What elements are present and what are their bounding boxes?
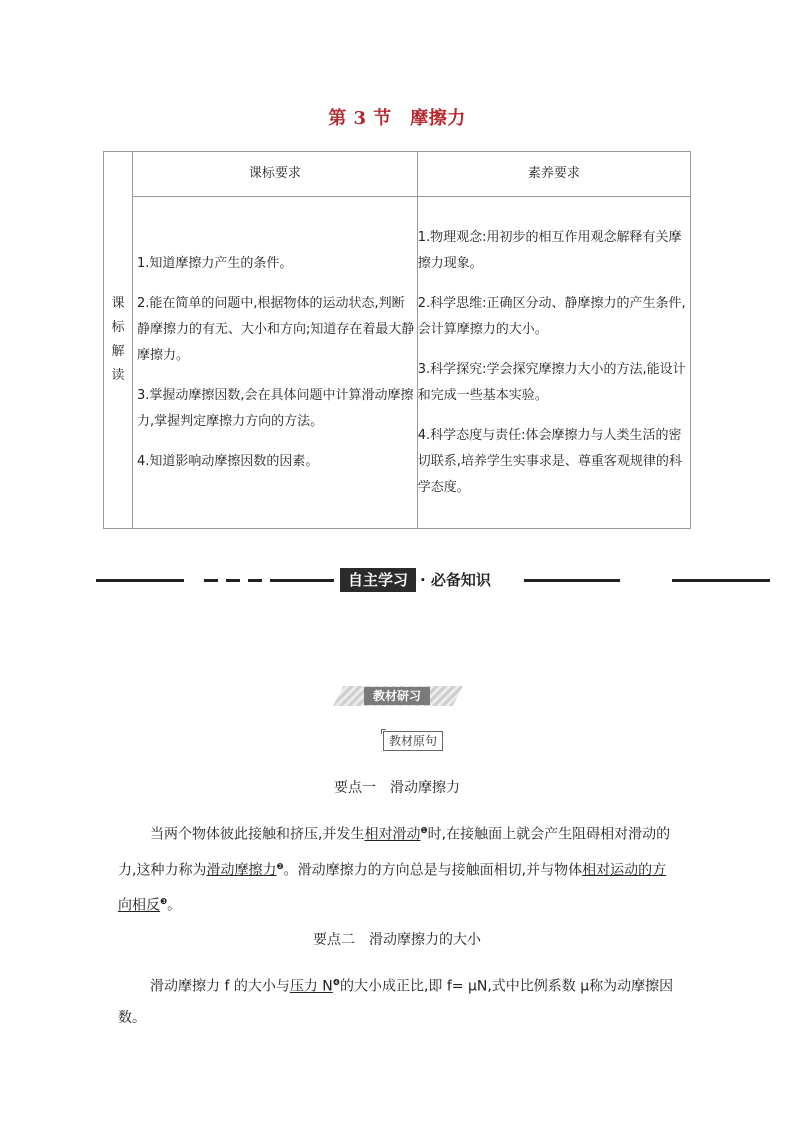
header-curriculum: 课标要求: [133, 152, 418, 197]
banner-text: · 必备知识: [420, 571, 491, 589]
header-literacy: 素养要求: [417, 152, 690, 197]
list-item: 1.知道摩擦力产生的条件。: [137, 255, 293, 271]
divider: [270, 579, 334, 582]
section-banner: [96, 566, 770, 596]
curriculum-table: [103, 151, 691, 529]
divider: [524, 579, 620, 582]
list-item: 2.科学思维:正确区分动、静摩擦力的产生条件,会计算摩擦力的大小。: [417, 295, 686, 337]
list-item: 3.掌握动摩擦因数,会在具体问题中计算滑动摩擦力,掌握判定摩擦力方向的方法。: [137, 387, 414, 429]
list-item: 2.能在简单的问题中,根据物体的运动状态,判断静摩擦力的有无、大小和方向;知道存在着最大静摩擦力。: [137, 295, 415, 363]
list-item: 4.知道影响动摩擦因数的因素。: [137, 453, 319, 469]
page-title: 第 3 节 摩擦力: [328, 108, 466, 129]
divider: [672, 579, 770, 582]
side-label: 课 标 解 读: [104, 152, 133, 529]
divider: [226, 579, 240, 582]
section-heading: 要点二 滑动摩擦力的大小: [313, 932, 481, 948]
paragraph: 当两个物体彼此接触和挤压,并发生相对滑动$^❶$时,在接触面上就会产生阻碍相对滑动的力,这种力称为滑动摩擦力$^❷$。滑动摩擦力的方向总是与接触面相切,并与物体相对运动的方向相反$^❸$。: [118, 826, 671, 914]
curriculum-requirements: [133, 197, 418, 529]
literacy-requirements: [417, 197, 690, 529]
subtag-label: 教材原句: [383, 731, 443, 751]
section-heading: 要点一 滑动摩擦力: [334, 780, 460, 796]
tag-label: 教材研习: [364, 687, 430, 705]
divider: [248, 579, 262, 582]
divider: [96, 579, 184, 582]
paragraph: 滑动摩擦力 f 的大小与压力 $N^❹$的大小成正比,即 f= μN,式中比例系数 μ称为动摩擦因数。: [118, 978, 674, 1026]
banner-box: 自主学习: [340, 568, 416, 592]
list-item: 4.科学态度与责任:体会摩擦力与人类生活的密切联系,培养学生实事求是、尊重客观规律的科学态度。: [417, 427, 682, 495]
list-item: 3.科学探究:学会探究摩擦力大小的方法,能设计和完成一些基本实验。: [417, 361, 686, 403]
list-item: 1.物理观念:用初步的相互作用观念解释有关摩擦力现象。: [417, 229, 682, 271]
divider: [204, 579, 218, 582]
